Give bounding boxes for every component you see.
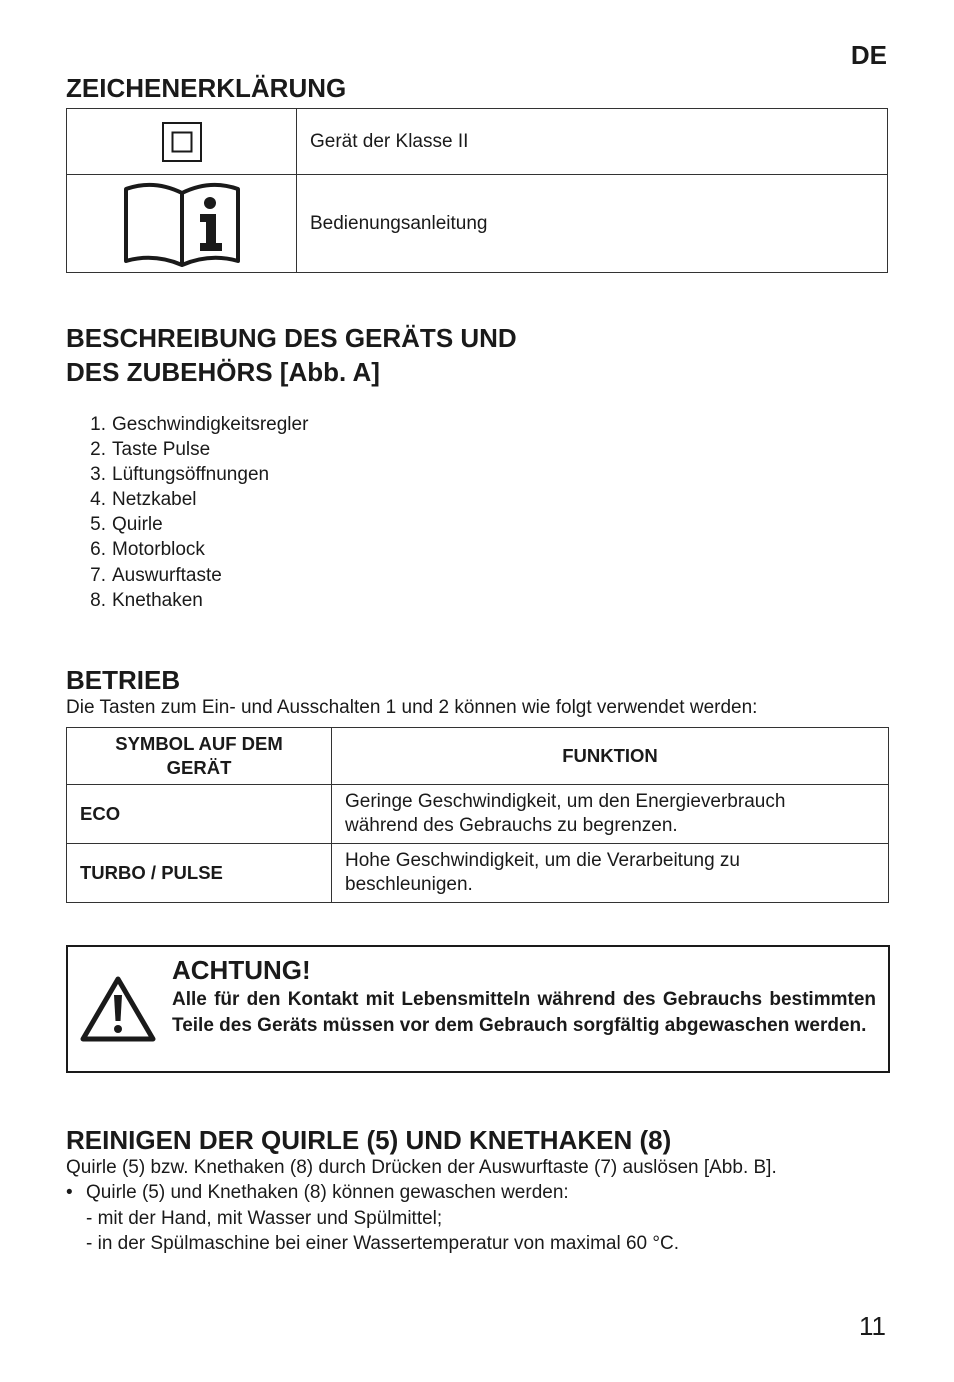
- list-item: 1. Geschwindigkeitsregler: [90, 414, 309, 435]
- legend-label: Gerät der Klasse II: [297, 109, 888, 175]
- list-item: 2. Taste Pulse: [90, 439, 211, 461]
- legend-title: ZEICHENERKLÄRUNG: [66, 73, 347, 103]
- page-number: 11: [859, 1311, 886, 1341]
- manual-book-info-icon: [122, 181, 242, 267]
- table-row: [67, 109, 888, 175]
- column-header-symbol: SYMBOL AUF DEM GERÄT: [67, 728, 332, 785]
- warning-box: [66, 945, 890, 1073]
- list-item: 7. Auswurftaste: [90, 564, 222, 586]
- list-item: 3. Lüftungsöffnungen: [90, 464, 270, 486]
- table-row: [67, 785, 889, 844]
- list-item: 8. Knethaken: [90, 589, 203, 611]
- operation-title: BETRIEB: [66, 665, 181, 695]
- function-cell: Hohe Geschwindigkeit, um die Verarbeitung zu beschleunigen.: [332, 844, 889, 903]
- description-title-line2: DES ZUBEHÖRS [Abb. A]: [66, 357, 380, 387]
- warning-title: ACHTUNG!: [172, 955, 311, 985]
- symbol-legend-table: [66, 108, 888, 273]
- function-table: [66, 727, 889, 903]
- warning-text: Alle für den Kontakt mit Lebensmitteln während des Gebrauchs bestimmten Teile des Geräts müssen vor dem Gebrauch sorgfältig abgewaschen werden.: [172, 989, 876, 1036]
- table-row: [67, 175, 888, 273]
- list-item: 5. Quirle: [90, 514, 163, 536]
- symbol-cell: TURBO / PULSE: [67, 844, 332, 903]
- symbol-cell: ECO: [67, 785, 332, 844]
- cleaning-sub-item: - mit der Hand, mit Wasser und Spülmittel;: [86, 1208, 443, 1229]
- class-ii-square-icon: [162, 122, 202, 162]
- table-row: [67, 844, 889, 903]
- column-header-function: FUNKTION: [332, 728, 889, 785]
- cleaning-bullet-text: Quirle (5) und Knethaken (8) können gewaschen werden:: [86, 1182, 569, 1203]
- table-header-row: [67, 728, 889, 785]
- bullet-marker: •: [66, 1182, 73, 1203]
- language-code: DE: [850, 40, 887, 70]
- list-item: 4. Netzkabel: [90, 489, 197, 511]
- description-title-line1: BESCHREIBUNG DES GERÄTS UND: [66, 323, 517, 353]
- cleaning-title: REINIGEN DER QUIRLE (5) UND KNETHAKEN (8): [66, 1125, 672, 1155]
- icon-cell: [67, 109, 297, 175]
- legend-label: Bedienungsanleitung: [297, 175, 888, 273]
- cleaning-sub-item: - in der Spülmaschine bei einer Wassertemperatur von maximal 60 °C.: [86, 1233, 679, 1254]
- icon-cell: [67, 175, 297, 273]
- warning-triangle-icon: [80, 975, 156, 1043]
- function-cell: Geringe Geschwindigkeit, um den Energieverbrauch während des Gebrauchs zu begrenzen.: [332, 785, 889, 844]
- operation-intro: Die Tasten zum Ein- und Ausschalten 1 und 2 können wie folgt verwendet werden:: [66, 697, 758, 718]
- cleaning-intro: Quirle (5) bzw. Knethaken (8) durch Drücken der Auswurftaste (7) auslösen [Abb. B].: [66, 1157, 777, 1178]
- parts-list: [66, 412, 308, 613]
- list-item: 6. Motorblock: [90, 539, 205, 561]
